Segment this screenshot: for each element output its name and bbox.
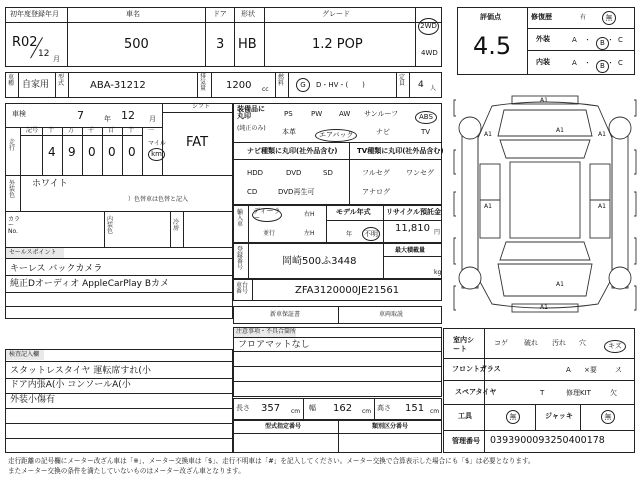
diagram-bracket	[454, 238, 456, 264]
import-left-hand: 左H	[304, 230, 315, 237]
import-label: 輸入車	[237, 209, 244, 228]
plate-label: 登録番号	[237, 246, 244, 271]
mileage-digit: 0	[88, 145, 96, 159]
door-right	[590, 164, 610, 238]
model-year-unknown-circle	[362, 227, 380, 241]
inspection-month: 12	[121, 109, 135, 122]
rear-window	[500, 242, 590, 260]
grade-separator: ・	[584, 59, 591, 67]
jack-value: 無	[604, 412, 612, 421]
shape-value: HB	[238, 37, 257, 52]
diagram-bracket	[634, 100, 636, 116]
roof	[510, 162, 580, 238]
model-value: 500	[124, 37, 149, 52]
glass-item: A	[566, 366, 571, 374]
exterior-grade: C	[618, 36, 623, 44]
car-diagram	[452, 88, 638, 320]
max-load-unit: kg	[434, 269, 442, 276]
mileage-digit-label: 記号	[26, 127, 39, 134]
equipment-item: TV	[421, 128, 431, 136]
diagram-bracket	[454, 150, 456, 174]
import-dealer-circle	[252, 208, 282, 222]
mileage-cell-divider	[142, 127, 143, 175]
diagram-bracket	[634, 286, 636, 310]
displacement-unit: cc	[262, 86, 269, 93]
inspector-line-2: ドア内張A(小 コンソールA(小	[10, 380, 131, 390]
width-value: 162	[333, 403, 353, 414]
damage-mark: A1	[556, 281, 564, 288]
mileage-digit-label: 万	[68, 127, 75, 134]
seat-item: 破れ	[524, 339, 538, 347]
fuel-selected-circle	[296, 78, 310, 92]
mileage-digit: 0	[108, 145, 116, 159]
width-label: 幅	[309, 404, 316, 412]
model-year-unknown: 不明	[364, 229, 378, 238]
diagram-bracket	[634, 150, 636, 174]
height-value: 151	[405, 403, 425, 414]
score-title: 評価点	[480, 13, 501, 21]
car-body-outline	[478, 102, 612, 308]
diagram-bracket	[454, 100, 456, 116]
wheel-rear-left	[459, 267, 481, 289]
grade-separator: ・	[607, 36, 614, 44]
import-right-hand: 右H	[304, 211, 315, 218]
left-side-panel	[462, 122, 478, 288]
inspection-label: 車検	[12, 110, 26, 118]
length-unit: cm	[291, 408, 301, 415]
doors-value: 3	[216, 37, 225, 52]
door-left	[480, 164, 500, 238]
seat-item: コゲ	[494, 339, 508, 347]
mileage-digit: 4	[48, 145, 56, 159]
notes-title: 注意事項・不具合箇所	[236, 328, 297, 335]
glass-item: ス	[615, 366, 622, 374]
equipment-item: ABS	[415, 111, 437, 124]
damage-mark: A1	[598, 131, 606, 138]
damage-mark: A1	[484, 131, 492, 138]
footer-line-2: またメーター交換の条件を満たしていないものはメーター改ざん車となります。	[8, 467, 245, 475]
right-side-panel	[612, 122, 628, 288]
tools-value: 無	[509, 412, 517, 421]
mgmt-value: 0393900093250400178	[490, 435, 605, 446]
sales-point-line-2: 純正Dオーディオ AppleCarPlay Bカメ	[10, 279, 169, 289]
tools-value-circle	[506, 410, 520, 424]
color-note: ）色替車は色替と記入	[128, 196, 189, 203]
capacity-label: 定員	[399, 74, 406, 87]
mileage-digit-label: 十	[128, 127, 135, 134]
spare-item: T	[540, 389, 545, 397]
width-unit: cm	[362, 408, 372, 415]
inspection-month-unit: 月	[149, 115, 156, 123]
import-dealer: ディーラー	[253, 207, 281, 222]
repair-no: 無	[605, 13, 613, 22]
length-value: 357	[261, 403, 281, 414]
diagram-bracket	[454, 192, 456, 216]
inspector-title: 検査記入欄	[9, 351, 40, 358]
jack-label: ジャッキ	[545, 412, 573, 420]
shape-label: 形状	[241, 10, 255, 18]
color-value: ホワイト	[32, 179, 68, 189]
mgmt-label: 管理番号	[452, 437, 480, 445]
length-label: 長さ	[236, 404, 250, 412]
type-label: 車種	[8, 74, 15, 87]
coolant-label: 冷房	[173, 219, 180, 232]
mileage-digit-label: 千	[88, 127, 95, 134]
category-label: 類別区分番号	[372, 423, 409, 430]
nav-title: ナビ種類に丸印(社外品含む)	[247, 147, 338, 155]
model-year-unit: 年	[346, 231, 353, 238]
first-reg-era: R02	[12, 35, 38, 50]
displacement-value: 1200	[226, 80, 252, 91]
color-no-label: カラーNo.	[8, 216, 21, 235]
drive-2wd-circle	[418, 18, 439, 35]
mileage-cell-divider	[42, 127, 43, 175]
nav-item: SD	[323, 169, 333, 177]
vin-value: ZFA3120000JE21561	[295, 285, 400, 296]
inspection-year-unit: 年	[104, 115, 111, 123]
capacity-unit: 人	[430, 85, 437, 92]
glass-label: フロントガラス	[452, 365, 501, 373]
tv-item: フルセグ	[362, 169, 390, 177]
seat-item: 穴	[579, 339, 586, 347]
grade-separator: ・	[607, 59, 614, 67]
sales-points-title: セールスポイント	[9, 249, 57, 256]
equipment-label: 装備品に丸印	[237, 105, 265, 120]
interior-label: 内装	[536, 58, 550, 66]
first-reg-label: 初年度登録年月	[10, 10, 59, 18]
mileage-cell-divider	[102, 127, 103, 175]
recycle-unit: 円	[434, 229, 441, 236]
mileage-label: 走行	[9, 139, 16, 152]
spare-item: 修理KIT	[566, 389, 591, 397]
inspector-line-1: スタットレスタイヤ 運転席すれ(小	[10, 366, 151, 376]
drive-2wd: 2WD	[420, 22, 437, 30]
plate-value: 岡崎500ふ3448	[282, 256, 357, 267]
diagram-bracket	[454, 286, 456, 310]
equipment-item: ナビ	[376, 128, 390, 136]
nav-item: DVD再生可	[278, 188, 315, 196]
grade-label: グレード	[322, 10, 350, 18]
color-label: 外装色	[9, 180, 16, 199]
tv-item: アナログ	[362, 188, 390, 196]
inspection-year: 7	[77, 109, 84, 122]
fuel-options: D・HV・( )	[316, 81, 365, 89]
tv-title: TV種類に丸印(社外品含む)	[357, 147, 444, 155]
interior-color-label: 内装色	[107, 216, 114, 235]
vin-label: 車台番号	[236, 282, 249, 295]
max-load-label: 最大積載量	[395, 247, 426, 254]
diagram-bracket	[634, 192, 636, 216]
glass-item: ×要	[584, 366, 597, 374]
wheel-rear-right	[609, 267, 631, 289]
interior-grade: B	[596, 60, 609, 73]
model-code-label: 型式	[58, 74, 65, 87]
tools-label: 工具	[458, 412, 472, 420]
first-reg-month-unit: 月	[53, 55, 60, 63]
score-value: 4.5	[473, 32, 512, 60]
exterior-grade: A	[572, 36, 577, 44]
sales-point-line-1: キーレス バックカメラ	[10, 264, 103, 274]
seat-item: キズ	[604, 340, 626, 353]
footer-line-1: 走行距離の記号欄にメーター改ざん車は「※」、メーター交換車は「$」、走行不明車は「#」を記入してください。メーター交換で合算表示した場合にも「$」は必要となります。	[8, 457, 535, 465]
repair-label: 修復歴	[531, 13, 552, 21]
trunk	[498, 264, 592, 296]
equipment-item: PS	[284, 110, 293, 118]
mileage-unit-km: km	[151, 150, 162, 158]
nav-item: HDD	[247, 169, 264, 177]
equipment-item: PW	[311, 110, 323, 118]
grade-separator: ・	[584, 36, 591, 44]
mileage-cell-divider	[122, 127, 123, 175]
exterior-grade: B	[596, 37, 609, 50]
mileage-cell-divider	[82, 127, 83, 175]
doors-label: ドア	[213, 10, 227, 18]
windshield	[500, 140, 590, 158]
jack-value-circle	[601, 410, 615, 424]
grade-value: 1.2 POP	[312, 37, 363, 52]
spare-item: 欠	[610, 389, 617, 397]
damage-mark: A1	[540, 304, 548, 311]
shift-label: シフト	[192, 103, 211, 110]
drive-4wd: 4WD	[421, 49, 438, 57]
warranty-manual: 車両取説	[379, 311, 404, 318]
damage-mark: A1	[484, 203, 492, 210]
damage-mark: A1	[540, 97, 548, 104]
equipment-item: エアバック	[315, 129, 357, 142]
capacity-value: 4	[418, 80, 424, 90]
equipment-item: AW	[339, 110, 351, 118]
model-label: 車名	[126, 10, 140, 18]
nav-item: DVD	[286, 169, 302, 177]
diagram-bracket	[634, 238, 636, 264]
displacement-label: 排気量	[200, 73, 207, 92]
seat-label: 室内シート	[453, 336, 474, 354]
hood	[498, 110, 592, 136]
shift-value: FAT	[186, 135, 209, 150]
exterior-label: 外装	[536, 35, 550, 43]
first-reg-month: 12	[38, 49, 50, 59]
nav-item: CD	[247, 188, 258, 196]
damage-mark: A1	[556, 127, 564, 134]
type-number-label: 型式指定番号	[265, 423, 302, 430]
mileage-digit: 0	[128, 145, 136, 159]
equipment-item: 本革	[282, 128, 296, 136]
damage-mark: A1	[598, 203, 606, 210]
mileage-cell-divider	[62, 127, 63, 175]
tv-item: ワンセグ	[406, 169, 434, 177]
interior-grade: C	[618, 59, 623, 67]
equipment-item: サンルーフ	[364, 110, 399, 118]
mileage-digit-label: 百	[108, 127, 115, 134]
mileage-digit-label: 十	[48, 127, 55, 134]
type-value: 自家用	[22, 80, 50, 90]
wheel-front-right	[609, 117, 631, 139]
height-label: 高さ	[377, 404, 391, 412]
interior-grade: A	[572, 59, 577, 67]
fuel-selected: G	[300, 80, 306, 89]
mileage-unit-km-circle	[148, 148, 165, 161]
mileage-digit: 9	[68, 145, 76, 159]
mileage-unit-mile: マイル	[148, 140, 166, 147]
model-code-value: ABA-31212	[90, 80, 146, 91]
spare-label: スペアタイヤ	[455, 388, 497, 396]
seat-item: 汚れ	[552, 339, 566, 347]
height-unit: cm	[430, 408, 440, 415]
notes-line-1: フロアマットなし	[238, 340, 310, 350]
wheel-front-left	[459, 117, 481, 139]
repair-yes: 有	[580, 14, 587, 21]
header-divider	[5, 22, 442, 23]
inspector-line-3: 外装小傷有	[10, 395, 56, 405]
model-year-label: モデル年式	[336, 208, 371, 216]
import-parallel: 並行	[263, 230, 276, 237]
equipment-label-sub: (純正のみ)	[237, 125, 266, 132]
fuel-label: 燃料	[278, 74, 285, 87]
warranty-new-car: 新車保証書	[270, 311, 301, 318]
repair-no-circle	[602, 11, 616, 25]
row2-table	[5, 72, 442, 98]
recycle-value: 11,810	[395, 223, 430, 234]
recycle-label: リサイクル預託金	[386, 208, 442, 216]
mileage-digit-label: 一	[148, 127, 155, 134]
